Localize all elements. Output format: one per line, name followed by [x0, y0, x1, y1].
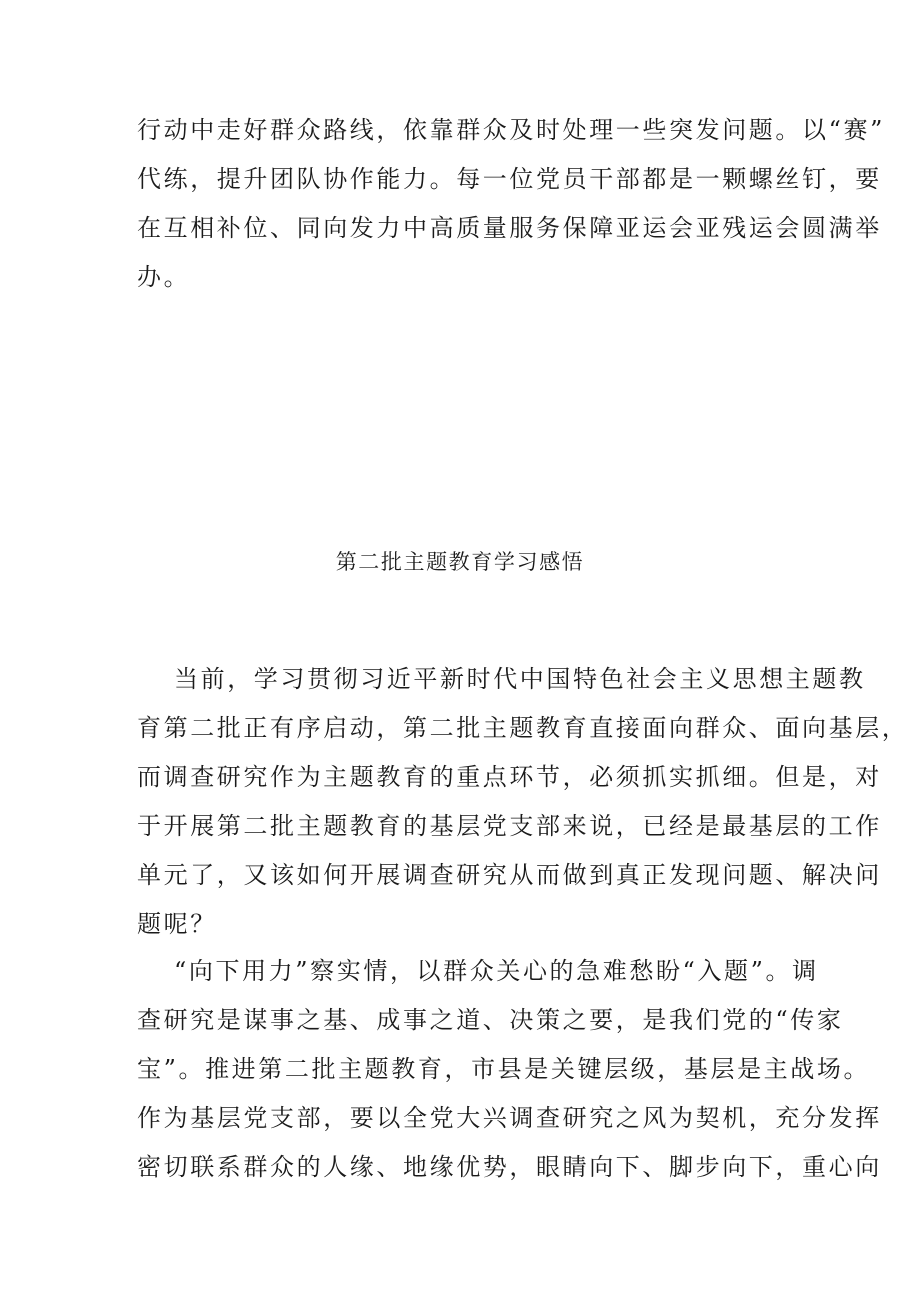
text-line: 查研究是谋事之基、成事之道、决策之要，是我们党的“传家 [137, 1006, 844, 1034]
text-line: 在互相补位、同向发力中高质量服务保障亚运会亚残运会圆满举 [137, 214, 882, 242]
text-line: 题呢？ [137, 910, 217, 938]
text-line: 作为基层党支部，要以全党大兴调查研究之风为契机，充分发挥 [137, 1104, 882, 1132]
text-line: 办。 [137, 263, 191, 291]
text-line: 宝”。推进第二批主题教育，市县是关键层级，基层是主战场。 [137, 1055, 871, 1083]
text-line: 密切联系群众的人缘、地缘优势，眼睛向下、脚步向下，重心向 [137, 1153, 882, 1181]
text-line: 当前，学习贯彻习近平新时代中国特色社会主义思想主题教 [174, 665, 866, 693]
text-line: 育第二批正有序启动，第二批主题教育直接面向群众、面向基层， [137, 714, 909, 742]
text-line: 而调查研究作为主题教育的重点环节，必须抓实抓细。但是，对 [137, 763, 882, 791]
text-line: “向下用力”察实情，以群众关心的急难愁盼“入题”。调 [174, 957, 819, 985]
text-line: 行动中走好群众路线，依靠群众及时处理一些突发问题。以“赛” [137, 116, 885, 144]
article-title: 第二批主题教育学习感悟 [335, 550, 585, 574]
text-line: 单元了，又该如何开展调查研究从而做到真正发现问题、解决问 [137, 861, 882, 889]
text-line: 代练，提升团队协作能力。每一位党员干部都是一颗螺丝钉，要 [137, 165, 882, 193]
text-line: 于开展第二批主题教育的基层党支部来说，已经是最基层的工作 [137, 812, 882, 840]
